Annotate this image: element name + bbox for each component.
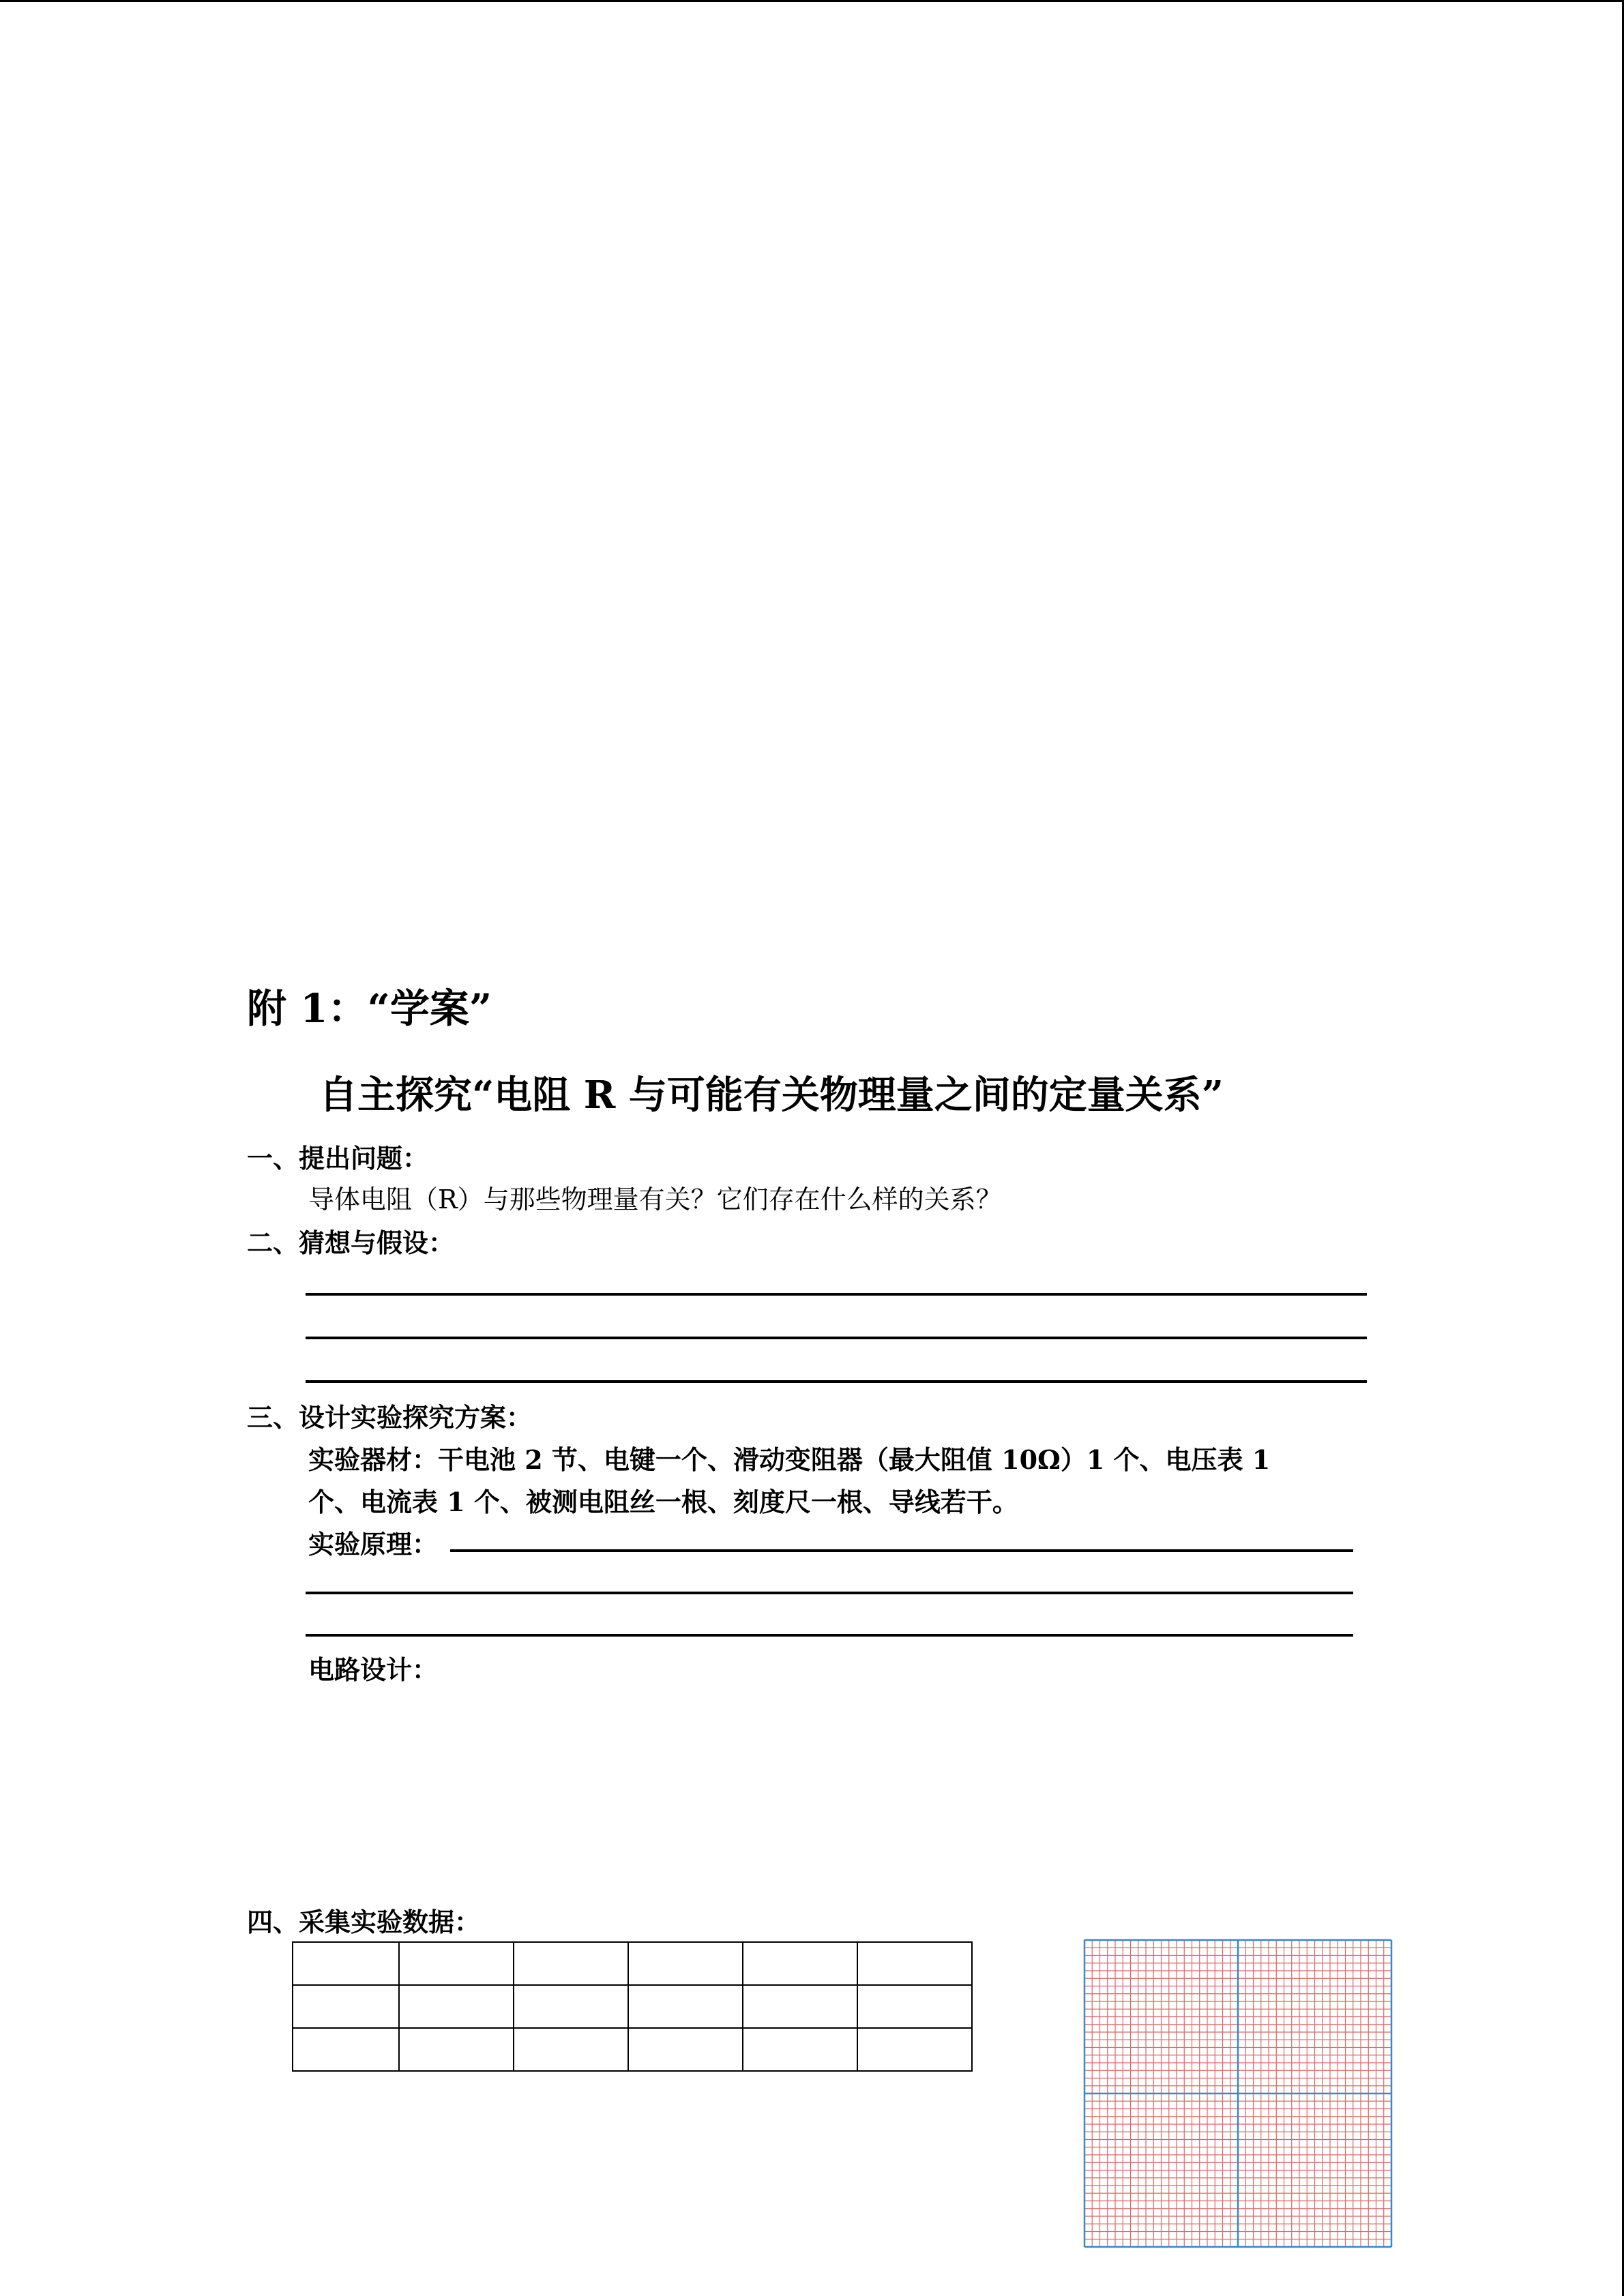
- page-top-border: [0, 0, 1624, 2]
- equipment-text-line1: 实验器材：干电池 2 节、电键一个、滑动变阻器（最大阻值 10Ω）1 个、电压表 1: [308, 1444, 1271, 1475]
- data-table: [292, 1941, 973, 2072]
- table-cell[interactable]: [293, 2028, 399, 2071]
- table-cell[interactable]: [293, 1985, 399, 2028]
- circuit-design-label: 电路设计：: [308, 1654, 439, 1685]
- section2-heading: 二、猜想与假设：: [247, 1227, 455, 1258]
- table-row: [293, 1985, 972, 2028]
- graph-paper[interactable]: [1083, 1939, 1393, 2248]
- table-cell[interactable]: [628, 1942, 743, 1985]
- hypothesis-answer-line[interactable]: [306, 1380, 1367, 1383]
- main-title: 自主探究“电阻 R 与可能有关物理量之间的定量关系”: [319, 1073, 1224, 1118]
- section4-heading: 四、采集实验数据：: [247, 1907, 481, 1937]
- table-cell[interactable]: [514, 1942, 628, 1985]
- table-cell[interactable]: [857, 1985, 972, 2028]
- table-cell[interactable]: [743, 2028, 857, 2071]
- section3-heading: 三、设计实验探究方案：: [247, 1402, 533, 1433]
- table-cell[interactable]: [399, 2028, 514, 2071]
- principle-answer-line[interactable]: [306, 1592, 1353, 1594]
- table-row: [293, 2028, 972, 2071]
- equipment-text-line2: 个、电流表 1 个、被测电阻丝一根、刻度尺一根、导线若干。: [308, 1487, 1018, 1517]
- table-cell[interactable]: [743, 1985, 857, 2028]
- table-cell[interactable]: [514, 1985, 628, 2028]
- principle-label: 实验原理：: [308, 1529, 439, 1560]
- table-cell[interactable]: [399, 1985, 514, 2028]
- hypothesis-answer-line[interactable]: [306, 1293, 1367, 1296]
- table-cell[interactable]: [857, 2028, 972, 2071]
- table-row: [293, 1942, 972, 1985]
- table-cell[interactable]: [628, 1985, 743, 2028]
- principle-answer-line[interactable]: [450, 1549, 1353, 1552]
- table-cell[interactable]: [628, 2028, 743, 2071]
- section1-question: 导体电阻（R）与那些物理量有关？它们存在什么样的关系？: [308, 1184, 1002, 1214]
- table-cell[interactable]: [514, 2028, 628, 2071]
- section1-heading: 一、提出问题：: [247, 1143, 429, 1174]
- principle-answer-line[interactable]: [306, 1634, 1353, 1637]
- table-cell[interactable]: [857, 1942, 972, 1985]
- table-cell[interactable]: [399, 1942, 514, 1985]
- table-cell[interactable]: [743, 1942, 857, 1985]
- hypothesis-answer-line[interactable]: [306, 1337, 1367, 1339]
- appendix-title: 附 1：“学案”: [247, 985, 492, 1032]
- table-cell[interactable]: [293, 1942, 399, 1985]
